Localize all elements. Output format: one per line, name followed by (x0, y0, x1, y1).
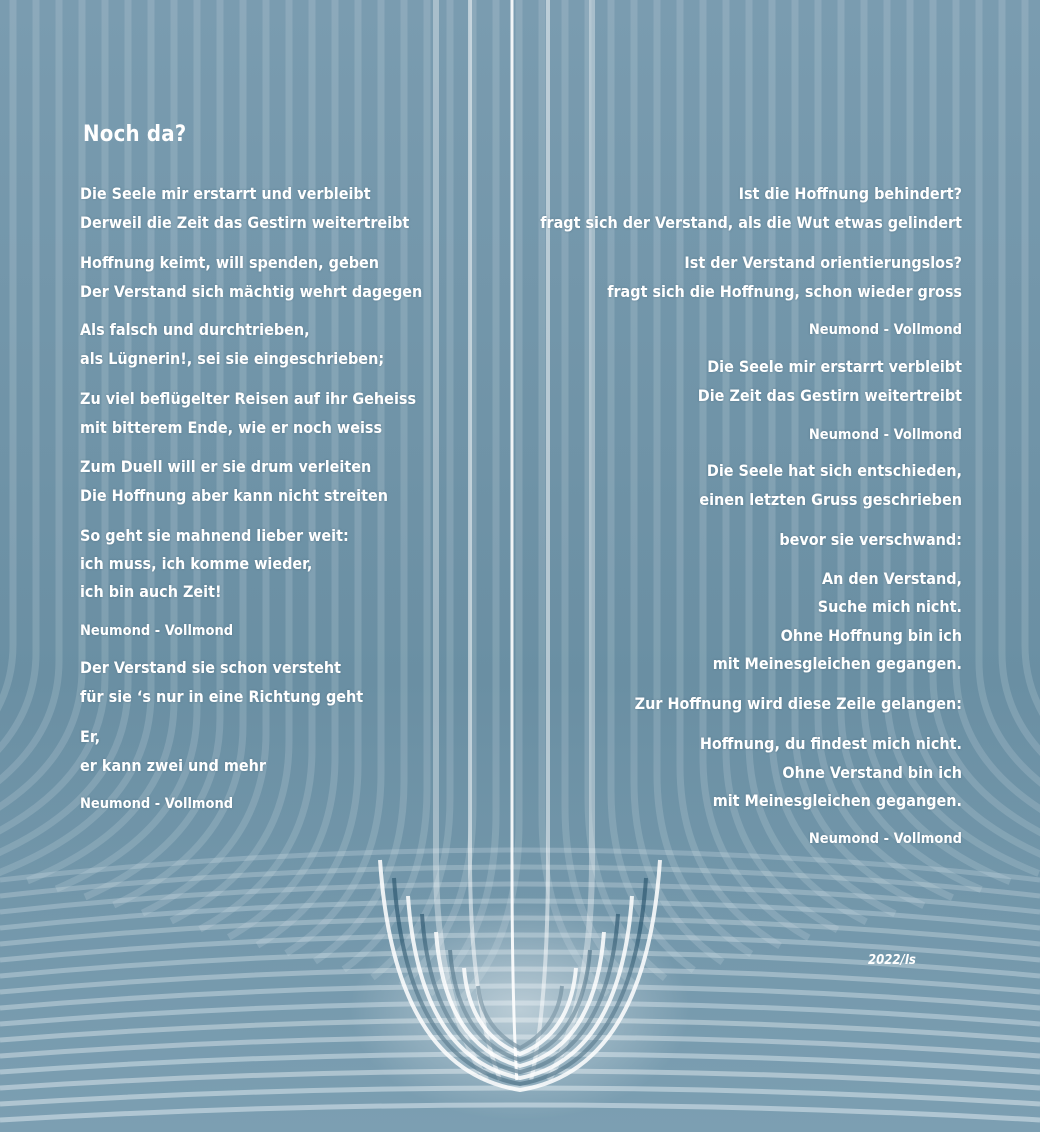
poem-line: mit Meinesgleichen gegangen. (712, 654, 962, 673)
poem-line: einen letzten Gruss geschrieben (699, 490, 962, 509)
poem-line: Die Hoffnung aber kann nicht streiten (80, 486, 388, 505)
poem-line: Der Verstand sich mächtig wehrt dagegen (80, 282, 423, 301)
poem-line: Ohne Verstand bin ich (782, 763, 962, 782)
poem-line: Die Seele mir erstarrt verbleibt (707, 357, 962, 376)
poem-line: Derweil die Zeit das Gestirn weitertreibt (80, 213, 410, 232)
refrain-line: Neumond - Vollmond (808, 831, 962, 847)
poem-line: ich bin auch Zeit! (80, 582, 222, 601)
poem-line: Hoffnung, du findest mich nicht. (699, 734, 962, 753)
poem-line: Er, (80, 727, 101, 746)
poem-line: für sie ‘s nur in eine Richtung geht (80, 687, 364, 706)
poem-line: als Lügnerin!, sei sie eingeschrieben; (80, 349, 385, 368)
poem-title: Noch da? (83, 122, 187, 147)
poem-line: Ist die Hoffnung behindert? (738, 184, 962, 203)
poem-line: Hoffnung keimt, will spenden, geben (80, 253, 380, 272)
poem-line: So geht sie mahnend lieber weit: (80, 526, 349, 545)
poem-line: fragt sich der Verstand, als die Wut etwas gelindert (540, 213, 962, 232)
poem-line: Als falsch und durchtrieben, (80, 320, 310, 339)
poem-line: Zu viel beflügelter Reisen auf ihr Geheiss (80, 389, 417, 408)
poem-line: An den Verstand, (821, 569, 962, 588)
poem-line: Die Seele mir erstarrt und verbleibt (80, 184, 371, 203)
poem-line: fragt sich die Hoffnung, schon wieder gross (607, 282, 962, 301)
poem-line: er kann zwei und mehr (80, 756, 266, 775)
poem-line: ich muss, ich komme wieder, (80, 554, 313, 573)
poem-line: Suche mich nicht. (817, 597, 962, 616)
poem-line: mit bitterem Ende, wie er noch weiss (80, 418, 383, 437)
poem-line: Ist der Verstand orientierungslos? (684, 253, 962, 272)
refrain-line: Neumond - Vollmond (808, 322, 962, 338)
poem-line: Ohne Hoffnung bin ich (780, 626, 962, 645)
poem-line: bevor sie verschwand: (779, 530, 962, 549)
refrain-line: Neumond - Vollmond (80, 623, 234, 639)
poem-line: Die Seele hat sich entschieden, (706, 461, 962, 480)
poem-line: Die Zeit das Gestirn weitertreibt (697, 386, 962, 405)
refrain-line: Neumond - Vollmond (808, 427, 962, 443)
signature: 2022/ls (868, 953, 916, 968)
poem-line: Der Verstand sie schon versteht (80, 658, 342, 677)
poem-line: Zum Duell will er sie drum verleiten (80, 457, 372, 476)
refrain-line: Neumond - Vollmond (80, 796, 234, 812)
poem-line: mit Meinesgleichen gegangen. (712, 791, 962, 810)
poem-line: Zur Hoffnung wird diese Zeile gelangen: (634, 694, 962, 713)
